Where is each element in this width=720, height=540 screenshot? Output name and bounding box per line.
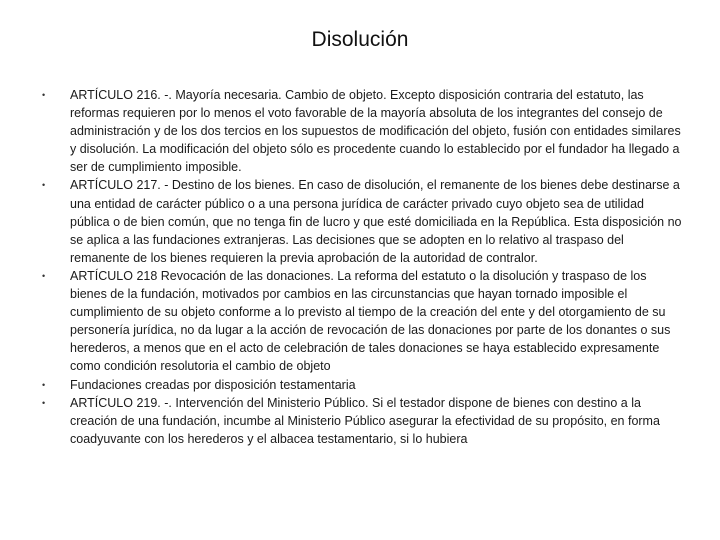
- bullet-text: Fundaciones creadas por disposición testamentaria: [70, 377, 356, 392]
- bullet-dot-icon: •: [42, 90, 46, 100]
- bullet-text: ARTÍCULO 218 Revocación de las donaciones. La reforma del estatuto o la disolución y traspaso de los bienes de la fundación, motivados por cambios en las circunstancias que hayan tornado imposible el cumplimiento de su objeto conforme a lo previsto al tiempo de la creación del ente y del otorgamiento de su personería jurídica, no da lugar a la acción de revocación de las donaciones por parte de los donantes o sus herederos, a menos que en el acto de celebración de tales donaciones se haya establecido expresamente como condición resolutoria el cambio de objeto: [70, 268, 671, 374]
- bullet-dot-icon: •: [42, 270, 46, 281]
- bullet-dot-icon: •: [42, 379, 46, 390]
- bullet-dot-icon: •: [42, 397, 46, 408]
- bullet-text: ARTÍCULO 216. -. Mayoría necesaria. Cambio de objeto. Excepto disposición contraria del estatuto, las reformas requieren por lo menos el voto favorable de la mayoría absoluta de los integrantes del consejo de administración y de los dos tercios en los supuestos de modificación del objeto, fusión con entidades similares y disolución. La modificación del objeto sólo es procedente cuando lo establecido por el fundador ha llegado a ser de cumplimiento imposible.: [70, 88, 681, 175]
- bullet-item-testamentary-heading: [42, 376, 682, 394]
- bullet-text: ARTÍCULO 219. -. Intervención del Ministerio Público. Si el testador dispone de bienes con destino a la creación de una fundación, incumbe al Ministerio Público asegurar la efectividad de su propósito, en forma coadyuvante con los herederos y el albacea testamentario, si lo hubiera: [70, 395, 660, 446]
- bullet-list: [42, 86, 682, 448]
- slide-title: Disolución: [311, 28, 409, 51]
- bullet-item-article-216: [42, 86, 682, 176]
- bullet-text: ARTÍCULO 217. - Destino de los bienes. En caso de disolución, el remanente de los bienes debe destinarse a una entidad de carácter público o a una persona jurídica de carácter privado cuyo objeto sea de utilidad pública o de bien común, que no tenga fin de lucro y que esté domiciliada en la República. Esta disposición no se aplica a las fundaciones extranjeras. Las decisiones que se adopten en lo relativo al traspaso del remanente de los bienes requieren la previa aprobación de la autoridad de contralor.: [70, 178, 682, 265]
- bullet-item-article-218: [42, 267, 682, 376]
- bullet-item-article-219: [42, 394, 682, 448]
- bullet-item-article-217: [42, 176, 682, 266]
- bullet-dot-icon: •: [42, 180, 46, 191]
